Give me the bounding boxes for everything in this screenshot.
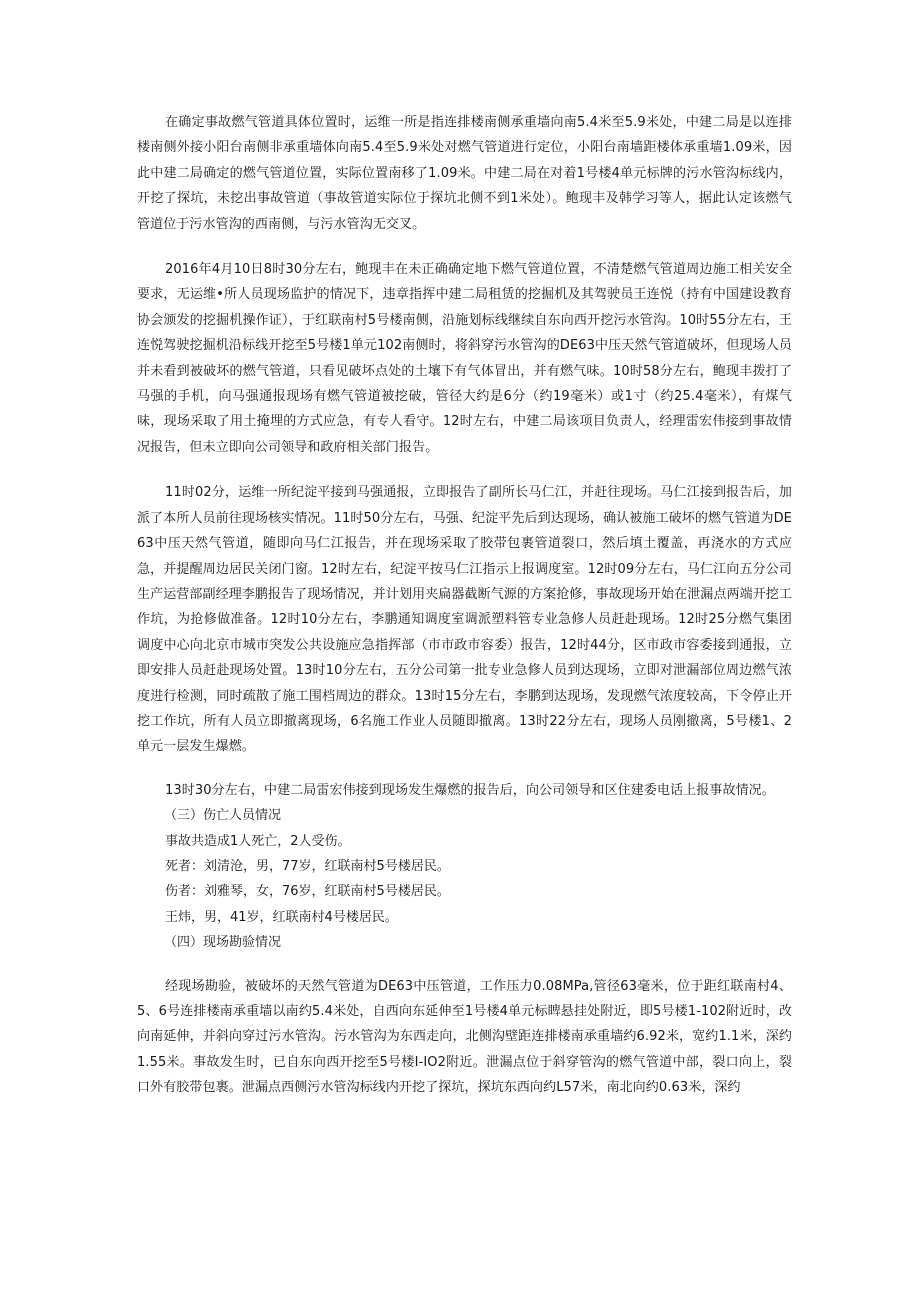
paragraph-emergency-response: 11时02分，运维一所纪淀平接到马强通报，立即报告了副所长马仁江，并赶往现场。马仁江接到报告后，加派了本所人员前往现场核实情况。11时50分左右，马强、纪淀平先后到达现场，确认被施工破坏的燃气管道为DE63中压天然气管道，随即向马仁江报告，并在现场采取了胶带包裹管道裂口，然后填土覆盖，再浇水的方式应急，并提醒周边居民关闭门窗。12时左右，纪淀平按马仁江指示上报调度室。12时09分左右，马仁江向五分公司生产运营部副经理李鹏报告了现场情况，并计划用夹扁器截断气源的方案抢修，事故现场开始在泄漏点两端开挖工作坑，为抢修做准备。12时10分左右，李鹏通知调度室调派塑料管专业急修人员赶赴现场。12时25分燃气集团调度中心向北京市城市突发公共设施应急指挥部（市市政市容委）报告，12时44分，区市政市容委接到通报，立即安排人员赶赴现场处置。13时10分左右，五分公司第一批专业急修人员到达现场，立即对泄漏部位周边燃气浓度进行检测，同时疏散了施工围档周边的群众。13时15分左右，李鹏到达现场，发现燃气浓度较高，下令停止开挖工作坑，所有人员立即撤离现场，6名施工作业人员随即撤离。13时22分左右，现场人员刚撤离，5号楼1、2单元一层发生爆燃。 xyxy=(137,485,793,755)
casualty-summary: 事故共造成1人死亡，2人受伤。 xyxy=(165,833,351,849)
paragraph-site-survey: 经现场勘验，被破坏的天然气管道为DE63中压管道，工作压力0.08MPa,管径63毫米，位于距红联南村4、5、6号连排楼南承重墙以南约5.4米处，自西向东延伸至1号楼4单元标睥悬挂处附近，即5号楼1-102附近时，改向南延伸，并斜向穿过污水管沟。污水管沟为东西走向，北侧沟壁距连排楼南承重墙约6.92米，宽约1.1米，深约1.55米。事故发生时，已自东向西开挖至5号楼I-IO2附近。泄漏点位于斜穿管沟的燃气管道中部，裂口向上，裂口外有胶带包裹。泄漏点西侧污水管沟标线内开挖了探坑，探坑东西向约L57米，南北向约0.63米，深约 xyxy=(137,978,792,1096)
casualty-deceased: 死者：刘清沧，男，77岁，红联南村5号楼居民。 xyxy=(165,858,450,874)
section-heading-casualties: （三）伤亡人员情况 xyxy=(164,808,282,824)
document-body xyxy=(137,110,792,1101)
paragraph-report-1330: 13时30分左右，中建二局雷宏伟接到现场发生爆燃的报告后，向公司领导和区住建委电话上报事故情况。 xyxy=(165,782,775,798)
paragraph-excavation-0410: 2016年4月10日8时30分左右，鲍现丰在未正确确定地下燃气管道位置，不清楚燃气管道周边施工相关安全要求，无运维•所人员现场监护的情况下，违章指挥中建二局租赁的挖掘机及其驾驶员王连悦（持有中国建设教育协会颁发的挖掘机操作证），于红联南村5号楼南侧，沿施划标线继续自东向西开挖污水管沟。10时55分左右，王连悦驾驶挖掘机沿标线开挖至5号楼1单元102南侧时，将斜穿污水管沟的DE63中压天然气管道破坏，但现场人员并未看到被破坏的燃气管道，只看见破坏点处的土壤下有气体冒出，并有燃气味。10时58分左右，鲍现丰拨打了马强的手机，向马强通报现场有燃气管道被挖破，管径大约是6分（约19毫米）或1寸（约25.4毫米），有煤气味，现场采取了用土掩埋的方式应急，有专人看守。12时左右，中建二局该项目负责人，经理雷宏伟接到事故情况报告，但未立即向公司领导和政府相关部门报告。 xyxy=(137,262,792,455)
casualty-injured-1: 伤者：刘雅琴，女，76岁，红联南村5号楼居民。 xyxy=(165,884,450,900)
section-heading-site-survey: （四）现场勘验情况 xyxy=(164,935,282,951)
paragraph-pipe-location: 在确定事故燃气管道具体位置时，运维一所是指连排楼南侧承重墙向南5.4米至5.9米处，中建二局是以连排楼南侧外接小阳台南侧非承重墙体向南5.4至5.9米处对燃气管道进行定位，小阳台南墙距楼体承重墙1.09米，因此中建二局确定的燃气管道位置，实际位置南移了1.09米。中建二局在对着1号楼4单元标牌的污水管沟标线内，开挖了探坑，未挖出事故管道（事故管道实际位于探坑北侧不到1米处）。鲍现丰及韩学习等人，据此认定该燃气管道位于污水管沟的西南侧，与污水管沟无交叉。 xyxy=(137,115,793,232)
casualty-injured-2: 王炜，男，41岁，红联南村4号楼居民。 xyxy=(165,909,398,925)
